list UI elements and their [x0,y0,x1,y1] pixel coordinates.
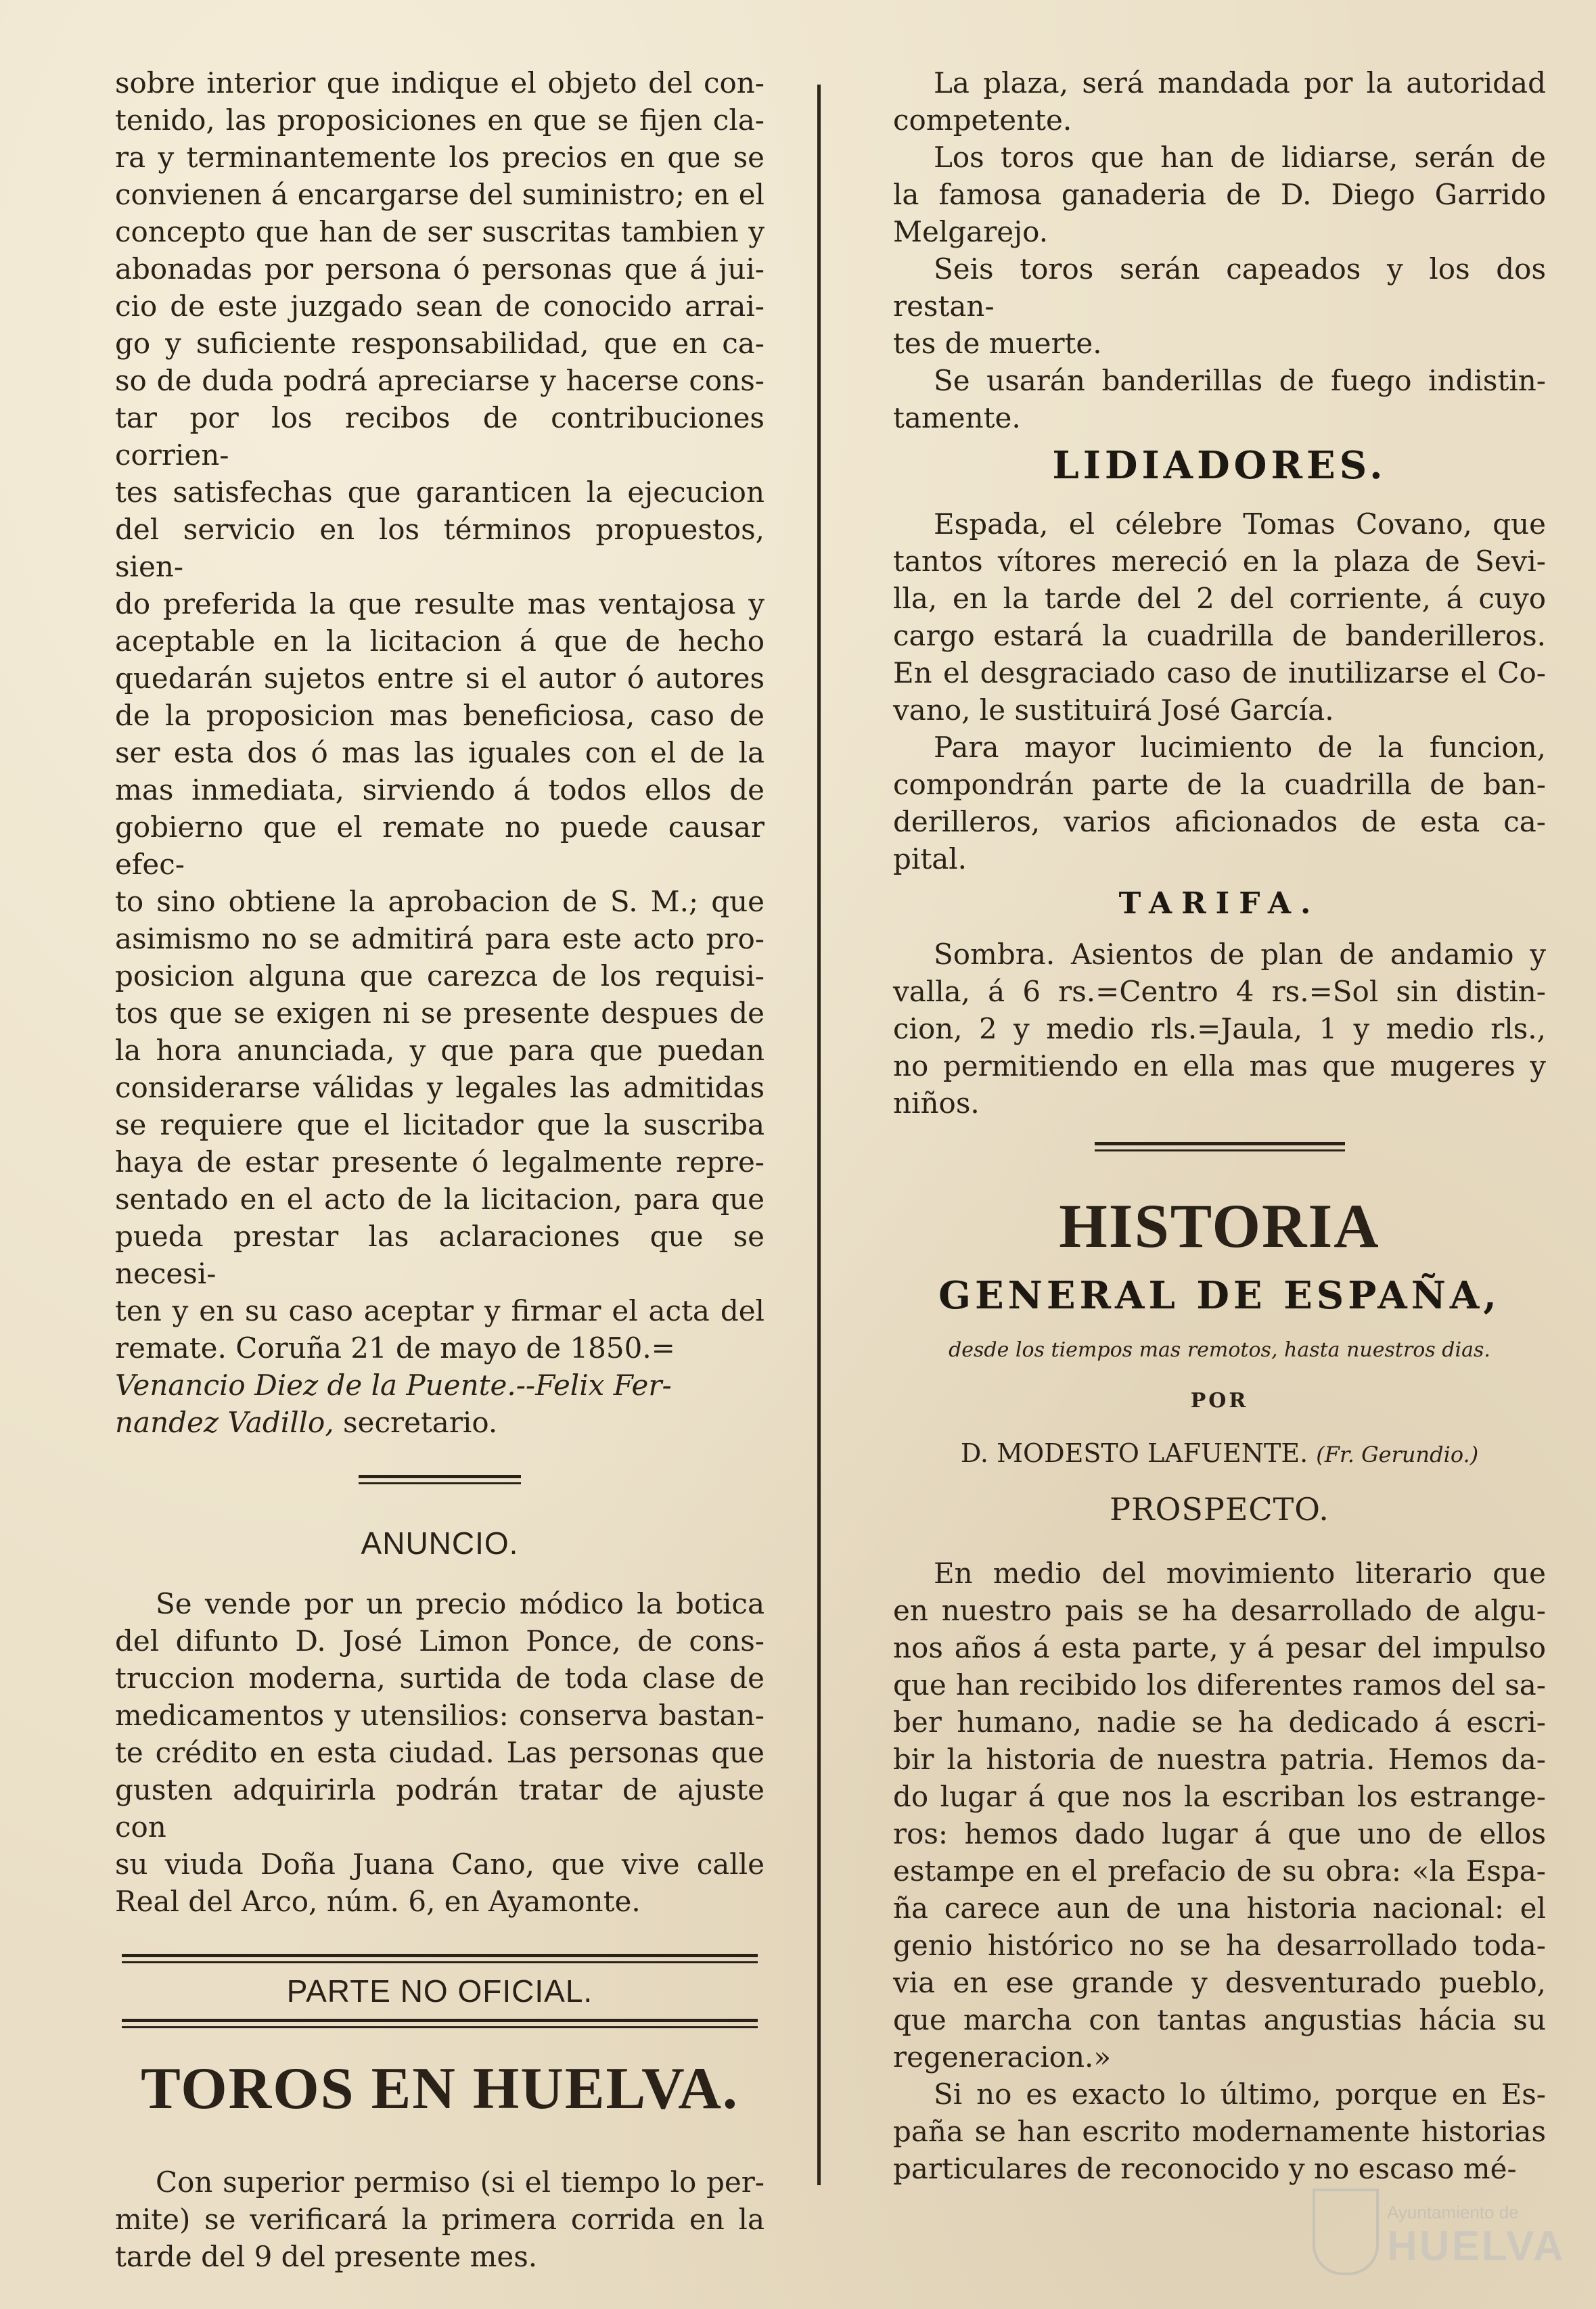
text-line: ser esta dos ó mas las iguales con el de la [115,736,765,769]
watermark-small-text: Ayuntamiento de [1387,2202,1519,2222]
text-line: ros: hemos dado lugar á que uno de ellos [893,1817,1546,1850]
toros-body [115,2164,765,2275]
text-line: convienen á encargarse del suministro; en el [115,178,765,211]
divider-ornament-right [1095,1142,1345,1151]
prospecto-heading: PROSPECTO. [1110,1491,1329,1528]
banderillas-paragraph [893,362,1546,436]
text-line: ber humano, nadie se ha dedicado á escri- [893,1706,1546,1739]
medio-paragraph [893,1555,1546,2076]
signature-name-1: Venancio Diez de la Puente.--Felix Fer- [115,1369,672,1402]
text-line: de la proposicion mas beneficiosa, caso de [115,699,765,732]
tarifa-heading: TARIFA. [1118,886,1321,921]
text-line: regeneracion.» [893,2040,1112,2074]
text-line: posicion alguna que carezca de los requisi- [115,959,765,992]
text-line: no permitiendo en ella mas que mugeres y [893,1049,1546,1082]
text-line: abonadas por persona ó personas que á jui- [115,252,765,285]
text-line: sentado en el acto de la licitacion, para que [115,1183,765,1216]
author-name: D. MODESTO LAFUENTE. [960,1438,1317,1468]
text-line: gusten adquirirla podrán tratar de ajuste con [115,1773,765,1844]
text-line: Espada, el célebre Tomas Covano, que [934,507,1546,541]
text-line: asimismo no se admitirá para este acto pro- [115,922,765,955]
text-line: Se usarán banderillas de fuego indistin- [934,364,1546,397]
text-line: mas inmediata, sirviendo á todos ellos de [115,773,765,806]
text-line: ra y terminantemente los precios en que se [115,141,765,174]
parte-no-oficial-heading: PARTE NO OFICIAL. [286,1973,593,2009]
text-line: su viuda Doña Juana Cano, que vive calle [115,1848,765,1881]
lucimiento-paragraph [893,729,1546,877]
text-line: aceptable en la licitacion á que de hecho [115,624,765,658]
text-line: compondrán parte de la cuadrilla de ban- [893,768,1546,801]
si-paragraph [893,2076,1546,2187]
text-line: la famosa ganaderia de D. Diego Garrido [893,178,1546,211]
text-line: niños. [893,1087,980,1120]
text-line: considerarse válidas y legales las admitidas [115,1071,765,1104]
general-de-espana-heading: GENERAL DE ESPAÑA, [938,1273,1501,1318]
text-line: se requiere que el licitador que la suscriba [115,1108,765,1141]
signature-line [115,1367,765,1404]
text-line: en nuestro pais se ha desarrollado de algu- [893,1594,1546,1627]
auction-notice [115,64,765,1367]
text-line: cargo estará la cuadrilla de banderilleros. [893,619,1546,652]
text-line: to sino obtiene la aprobacion de S. M.; que [115,885,765,918]
text-line: via en ese grande y desventurado pueblo, [893,1966,1546,1999]
text-line: Se vende por un precio módico la botica [156,1587,765,1620]
text-line: estampe en el prefacio de su obra: «la Espa- [893,1854,1546,1888]
text-line: truccion moderna, surtida de toda clase de [115,1662,765,1695]
text-line: derilleros, varios aficionados de esta ca- [893,805,1546,838]
text-line: Sombra. Asientos de plan de andamio y [934,938,1546,971]
text-line: que han recibido los diferentes ramos del sa- [893,1668,1546,1701]
por-label: POR [1190,1389,1249,1413]
divider-ornament [359,1475,521,1484]
text-line: te crédito en esta ciudad. Las personas que [115,1736,765,1769]
text-line: medicamentos y utensilios: conserva bastan- [115,1699,765,1732]
text-line: mite) se verificará la primera corrida en la [115,2203,765,2236]
text-line: particulares de reconocido y no escaso mé- [893,2152,1517,2185]
seis-paragraph [893,250,1546,362]
anuncio-heading: ANUNCIO. [361,1526,519,1561]
text-line: lla, en la tarde del 2 del corriente, á cuyo [893,582,1546,615]
text-line: tarde del 9 del presente mes. [115,2240,538,2273]
signature-name-2: nandez Vadillo, [115,1406,334,1439]
text-line: vano, le sustituirá José García. [893,693,1334,727]
signature-line-2 [115,1404,765,1441]
text-line: concepto que han de ser suscritas tambien y [115,215,765,248]
signature-role: secretario. [334,1406,498,1439]
text-line: La plaza, será mandada por la autoridad [934,66,1546,99]
text-line: tos que se exigen ni se presente despues de [115,997,765,1030]
text-line: paña se han escrito modernamente historias [893,2115,1546,2148]
text-line: competente. [893,104,1072,137]
text-line: bir la historia de nuestra patria. Hemos da- [893,1743,1546,1776]
text-line: cion, 2 y medio rls.=Jaula, 1 y medio rls., [893,1012,1546,1045]
text-line: tantos vítores mereció en la plaza de Sevi- [893,545,1546,578]
text-line: Real del Arco, núm. 6, en Ayamonte. [115,1885,641,1918]
text-line: En medio del movimiento literario que [934,1557,1546,1590]
text-line: Con superior permiso (si el tiempo lo per- [156,2166,765,2199]
text-line: la hora anunciada, y que para que puedan [115,1034,765,1067]
text-line: tes satisfechas que garanticen la ejecucion [115,476,765,509]
text-line: Si no es exacto lo último, porque en Es- [934,2078,1546,2111]
text-line: Melgarejo. [893,215,1049,248]
text-line: sobre interior que indique el objeto del con- [115,66,765,99]
author-line [893,1438,1546,1468]
lidiadores-heading: LIDIADORES. [1052,443,1387,488]
text-line: que marcha con tantas angustias hácia su [893,2003,1546,2036]
text-line: valla, á 6 rs.=Centro 4 rs.=Sol sin distin- [893,975,1546,1008]
text-line: tes de muerte. [893,327,1102,360]
shield-icon [1313,2189,1379,2275]
divider-rule [122,1954,758,1963]
espada-paragraph [893,505,1546,729]
text-line: gobierno que el remate no puede causar efec- [115,810,765,881]
watermark-big-text: HUELVA [1387,2223,1566,2270]
text-line: pueda prestar las aclaraciones que se necesi- [115,1220,765,1290]
desde-subtitle: desde los tiempos mas remotos, hasta nuestros dias. [949,1338,1490,1362]
toros-paragraph [893,139,1546,250]
divider-rule-2 [122,2019,758,2028]
sombra-paragraph [893,936,1546,1122]
text-line: genio histórico no se ha desarrollado toda- [893,1929,1546,1962]
text-line: ña carece aun de una historia nacional: el [893,1892,1546,1925]
text-line: tamente. [893,401,1021,434]
text-line: so de duda podrá apreciarse y hacerse cons- [115,364,765,397]
right-column [893,64,1546,2187]
text-line: do lugar á que nos la escriban los estrange- [893,1780,1546,1813]
text-line: cio de este juzgado sean de conocido arrai- [115,290,765,323]
text-line: haya de estar presente ó legalmente repre- [115,1145,765,1179]
archive-watermark [1313,2182,1566,2283]
author-alias: (Fr. Gerundio.) [1316,1442,1479,1467]
left-column [115,64,765,2275]
text-line: tenido, las proposiciones en que se fijen cla- [115,104,765,137]
historia-heading: HISTORIA [1059,1191,1380,1260]
text-line: ten y en su caso aceptar y firmar el acta del [115,1294,765,1327]
text-line: del servicio en los términos propuestos, sien- [115,513,765,583]
anuncio-body [115,1585,765,1920]
text-line: Los toros que han de lidiarse, serán de [934,141,1546,174]
text-line: go y suficiente responsabilidad, que en ca- [115,327,765,360]
text-line: nos años á esta parte, y á pesar del impulso [893,1631,1546,1664]
text-line: quedarán sujetos entre si el autor ó autores [115,662,765,695]
text-line: remate. Coruña 21 de mayo de 1850.= [115,1331,675,1365]
text-line: del difunto D. José Limon Ponce, de cons- [115,1624,765,1658]
text-line: tar por los recibos de contribuciones corrien- [115,401,765,472]
text-line: En el desgraciado caso de inutilizarse el Co- [893,656,1546,689]
plaza-paragraph [893,64,1546,139]
text-line: Para mayor lucimiento de la funcion, [934,731,1546,764]
toros-heading: TOROS EN HUELVA. [141,2056,739,2122]
text-line: pital. [893,842,967,875]
column-divider [817,85,821,2185]
text-line: Seis toros serán capeados y los dos restan- [893,252,1546,323]
text-line: do preferida la que resulte mas ventajosa y [115,587,765,620]
